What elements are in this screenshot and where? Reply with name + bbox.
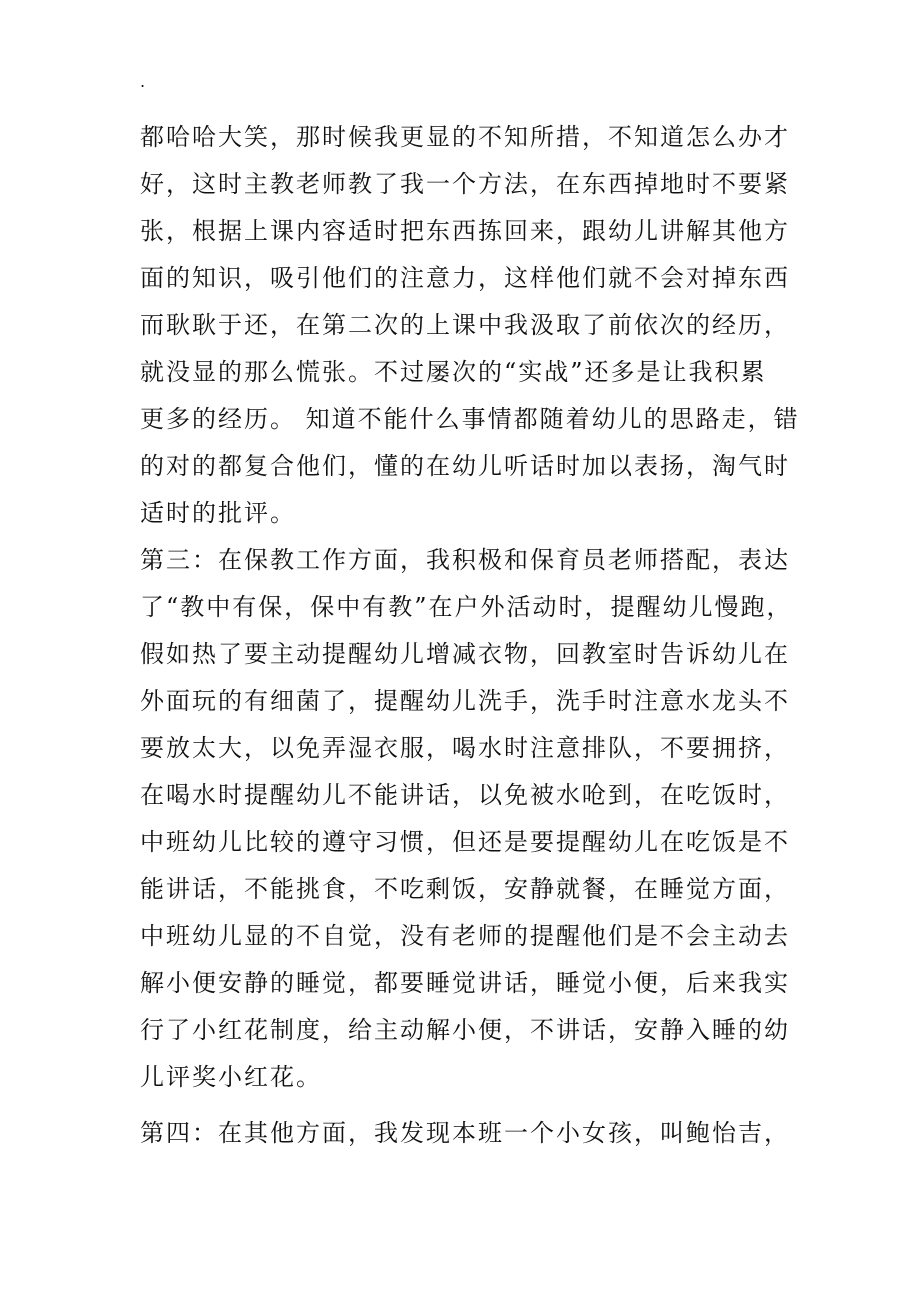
page-marker: . [140,72,146,91]
text-line: 能讲话，不能挑食，不吃剩饭，安静就餐，在睡觉方面， [140,875,790,903]
text-line: 外面玩的有细菌了，提醒幼儿洗手，洗手时注意水龙头不 [140,687,790,715]
text-line: 更多的经历。 知道不能什么事情都随着幼儿的思路走，错 [140,405,800,433]
text-line: 面的知识，吸引他们的注意力，这样他们就不会对掉东西 [140,264,790,292]
text-line: 假如热了要主动提醒幼儿增减衣物，回教室时告诉幼儿在 [140,640,790,668]
text-line: 在喝水时提醒幼儿不能讲话，以免被水呛到，在吃饭时， [140,781,790,809]
text-line: 中班幼儿显的不自觉，没有老师的提醒他们是不会主动去 [140,922,790,950]
text-line: 儿评奖小红花。 [140,1063,322,1091]
text-line: 中班幼儿比较的遵守习惯，但还是要提醒幼儿在吃饭是不 [140,828,790,856]
text-line: 就没显的那么慌张。不过屡次的“实战”还多是让我积累 [140,358,767,386]
text-line: 而耿耿于还，在第二次的上课中我汲取了前依次的经历， [140,311,790,339]
paragraph-heading-line: 第三：在保教工作方面，我积极和保育员老师搭配，表达 [140,546,790,574]
text-line: 适时的批评。 [140,499,296,527]
paragraph-heading-line: 第四：在其他方面，我发现本班一个小女孩，叫鲍怡吉， [140,1119,790,1147]
text-line: 要放太大，以免弄湿衣服，喝水时注意排队，不要拥挤， [140,734,790,762]
text-line: 的对的都复合他们，懂的在幼儿听话时加以表扬，淘气时 [140,452,790,480]
text-line: 张，根据上课内容适时把东西拣回来，跟幼儿讲解其他方 [140,217,790,245]
text-line: 都哈哈大笑，那时候我更显的不知所措，不知道怎么办才 [140,123,790,151]
text-line: 解小便安静的睡觉，都要睡觉讲话，睡觉小便，后来我实 [140,969,790,997]
text-line: 好，这时主教老师教了我一个方法，在东西掉地时不要紧 [140,170,790,198]
text-line: 行了小红花制度，给主动解小便，不讲话，安静入睡的幼 [140,1016,790,1044]
text-line: 了“教中有保，保中有教”在户外活动时，提醒幼儿慢跑， [140,593,793,621]
